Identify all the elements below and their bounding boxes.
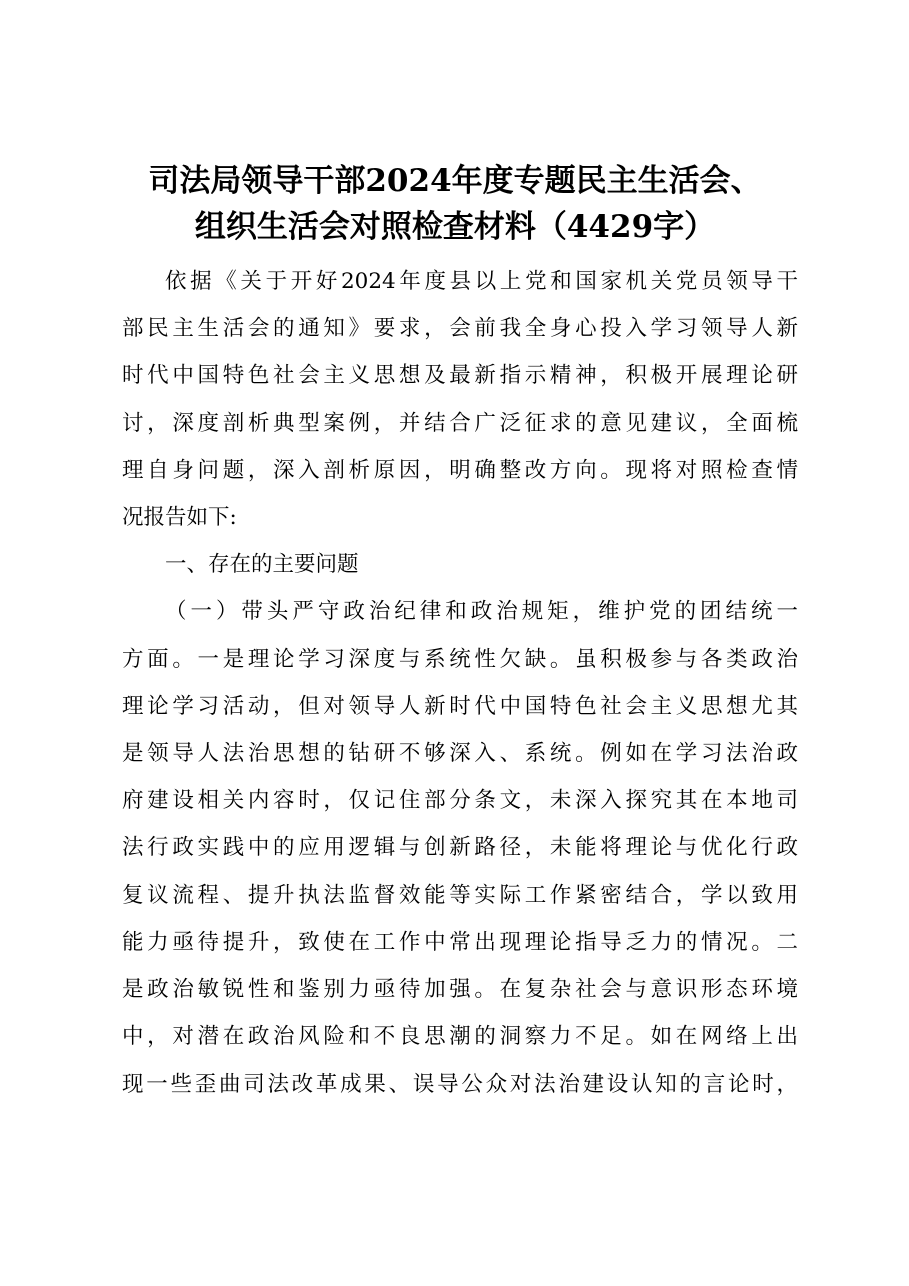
section-paragraph-line: 府建设相关内容时，仅记住部分条文，未深入探究其在本地司 [122, 788, 798, 813]
intro-paragraph-line: 依据《关于开好2024年度县以上党和国家机关党员领导干 [165, 269, 798, 294]
intro-paragraph-line: 部民主生活会的通知》要求，会前我全身心投入学习领导人新 [122, 316, 798, 341]
intro-paragraph-line: 时代中国特色社会主义思想及最新指示精神，积极开展理论研 [122, 363, 798, 388]
section-paragraph-line: 方面。一是理论学习深度与系统性欠缺。虽积极参与各类政治 [122, 647, 798, 672]
section-heading: 一、存在的主要问题 [165, 552, 359, 577]
section-paragraph-line: 能力亟待提升，致使在工作中常出现理论指导乏力的情况。二 [122, 930, 798, 955]
section-paragraph-line: 是政治敏锐性和鉴别力亟待加强。在复杂社会与意识形态环境 [122, 977, 798, 1002]
section-paragraph-line: （一）带头严守政治纪律和政治规矩，维护党的团结统一 [165, 599, 798, 624]
section-paragraph-line: 现一些歪曲司法改革成果、误导公众对法治建设认知的言论时， [122, 1072, 798, 1097]
section-paragraph-line: 中，对潜在政治风险和不良思潮的洞察力不足。如在网络上出 [122, 1024, 798, 1049]
section-paragraph-line: 理论学习活动，但对领导人新时代中国特色社会主义思想尤其 [122, 694, 798, 719]
intro-paragraph-line: 讨，深度剖析典型案例，并结合广泛征求的意见建议，全面梳 [122, 411, 798, 436]
document-title-line-2: 组织生活会对照检查材料（4429字） [194, 209, 716, 245]
intro-paragraph-line: 理自身问题，深入剖析原因，明确整改方向。现将对照检查情 [122, 458, 798, 483]
document-title-line-1: 司法局领导干部2024年度专题民主生活会、 [148, 163, 762, 199]
section-paragraph-line: 复议流程、提升执法监督效能等实际工作紧密结合，学以致用 [122, 883, 798, 908]
section-paragraph-line: 是领导人法治思想的钻研不够深入、系统。例如在学习法治政 [122, 741, 798, 766]
section-paragraph-line: 法行政实践中的应用逻辑与创新路径，未能将理论与优化行政 [122, 835, 798, 860]
intro-paragraph-line: 况报告如下: [122, 505, 237, 530]
